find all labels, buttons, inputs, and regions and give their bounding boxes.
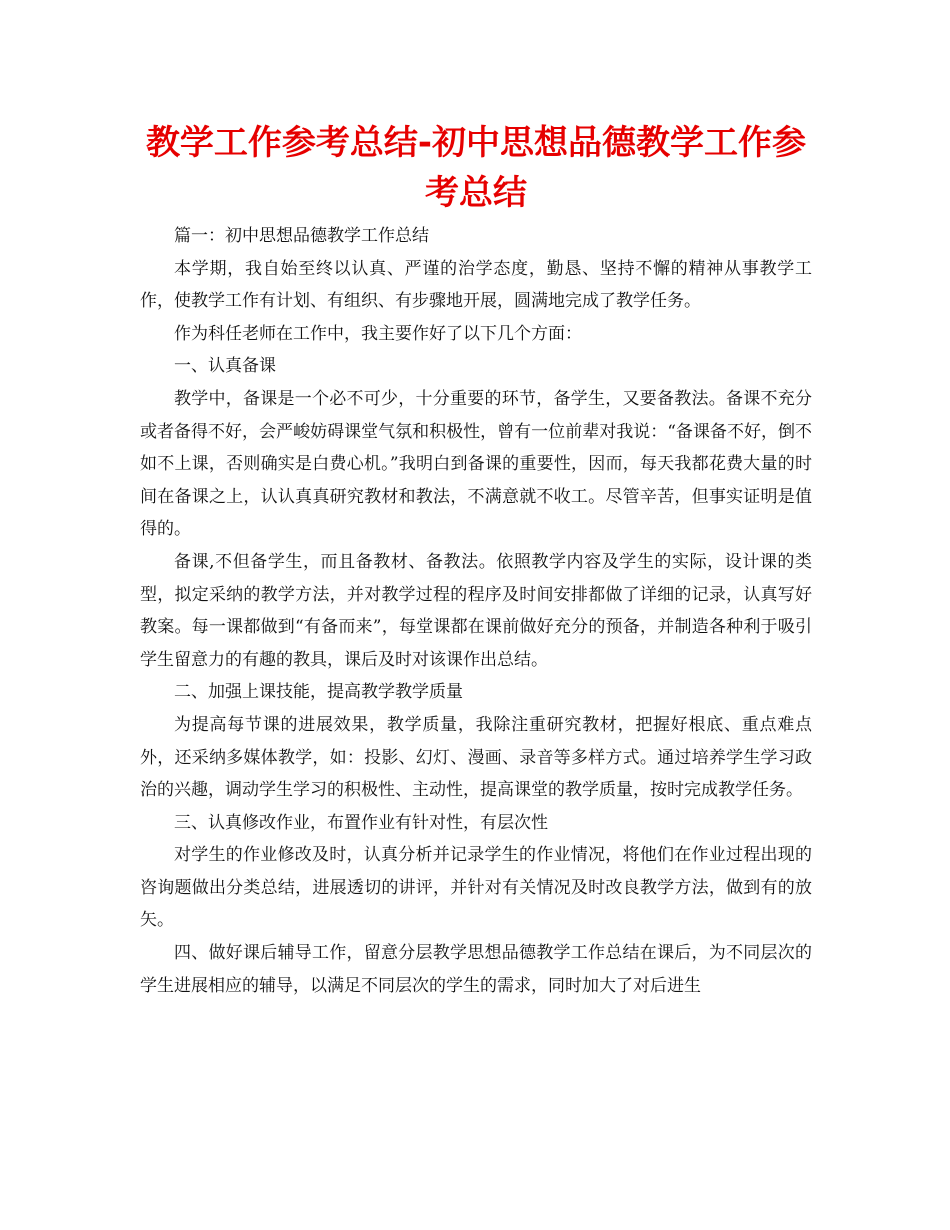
document-body xyxy=(140,220,812,1002)
document-title: 教学工作参考总结-初中思想品德教学工作参考总结 xyxy=(145,123,807,213)
paragraph-heading: 二、加强上课技能，提高教学教学质量 xyxy=(174,682,463,703)
paragraph-heading: 三、认真修改作业，布置作业有针对性，有层次性 xyxy=(174,812,548,833)
paragraph: 为提高每节课的进展效果，教学质量，我除注重研究教材，把握好根底、重点难点外，还采纳多媒体教学，如：投影、幻灯、漫画、录音等多样方式。通过培养学生学习政治的兴趣，调动学生学习的积极性、主动性，提高课堂的教学质量，按时完成教学任务。 xyxy=(140,714,812,801)
paragraph: 对学生的作业修改及时，认真分析并记录学生的作业情况，将他们在作业过程出现的咨询题做出分类总结，进展透切的讲评，并针对有关情况及时改良教学方法，做到有的放矢。 xyxy=(140,845,812,931)
paragraph: 教学中，备课是一个必不可少，十分重要的环节，备学生，又要备教法。备课不充分或者备得不好，会严峻妨碍课堂气氛和积极性，曾有一位前辈对我说：“备课备不好，倒不如不上课，否则确实是白费心机。”我明白到备课的重要性，因而，每天我都花费大量的时间在备课之上，认认真真研究教材和教法，不满意就不收工。尽管辛苦，但事实证明是值得的。 xyxy=(140,388,812,540)
paragraph-section-heading: 篇一：初中思想品德教学工作总结 xyxy=(174,226,429,246)
paragraph: 四、做好课后辅导工作，留意分层教学思想品德教学工作总结在课后，为不同层次的学生进展相应的辅导，以满足不同层次的学生的需求，同时加大了对后进生 xyxy=(140,943,812,996)
paragraph: 备课,不但备学生，而且备教材、备教法。依照教学内容及学生的实际，设计课的类型，拟定采纳的教学方法，并对教学过程的程序及时间安排都做了详细的记录，认真写好教案。每一课都做到“有备而来”，每堂课都在课前做好充分的预备，并制造各种利于吸引学生留意力的有趣的教具，课后及时对该课作出总结。 xyxy=(140,551,812,670)
paragraph: 本学期，我自始至终以认真、严谨的治学态度，勤恳、坚持不懈的精神从事教学工作，使教学工作有计划、有组织、有步骤地开展，圆满地完成了教学任务。 xyxy=(140,258,812,312)
paragraph-heading: 一、认真备课 xyxy=(174,356,276,377)
paragraph: 作为科任老师在工作中，我主要作好了以下几个方面： xyxy=(174,323,582,344)
